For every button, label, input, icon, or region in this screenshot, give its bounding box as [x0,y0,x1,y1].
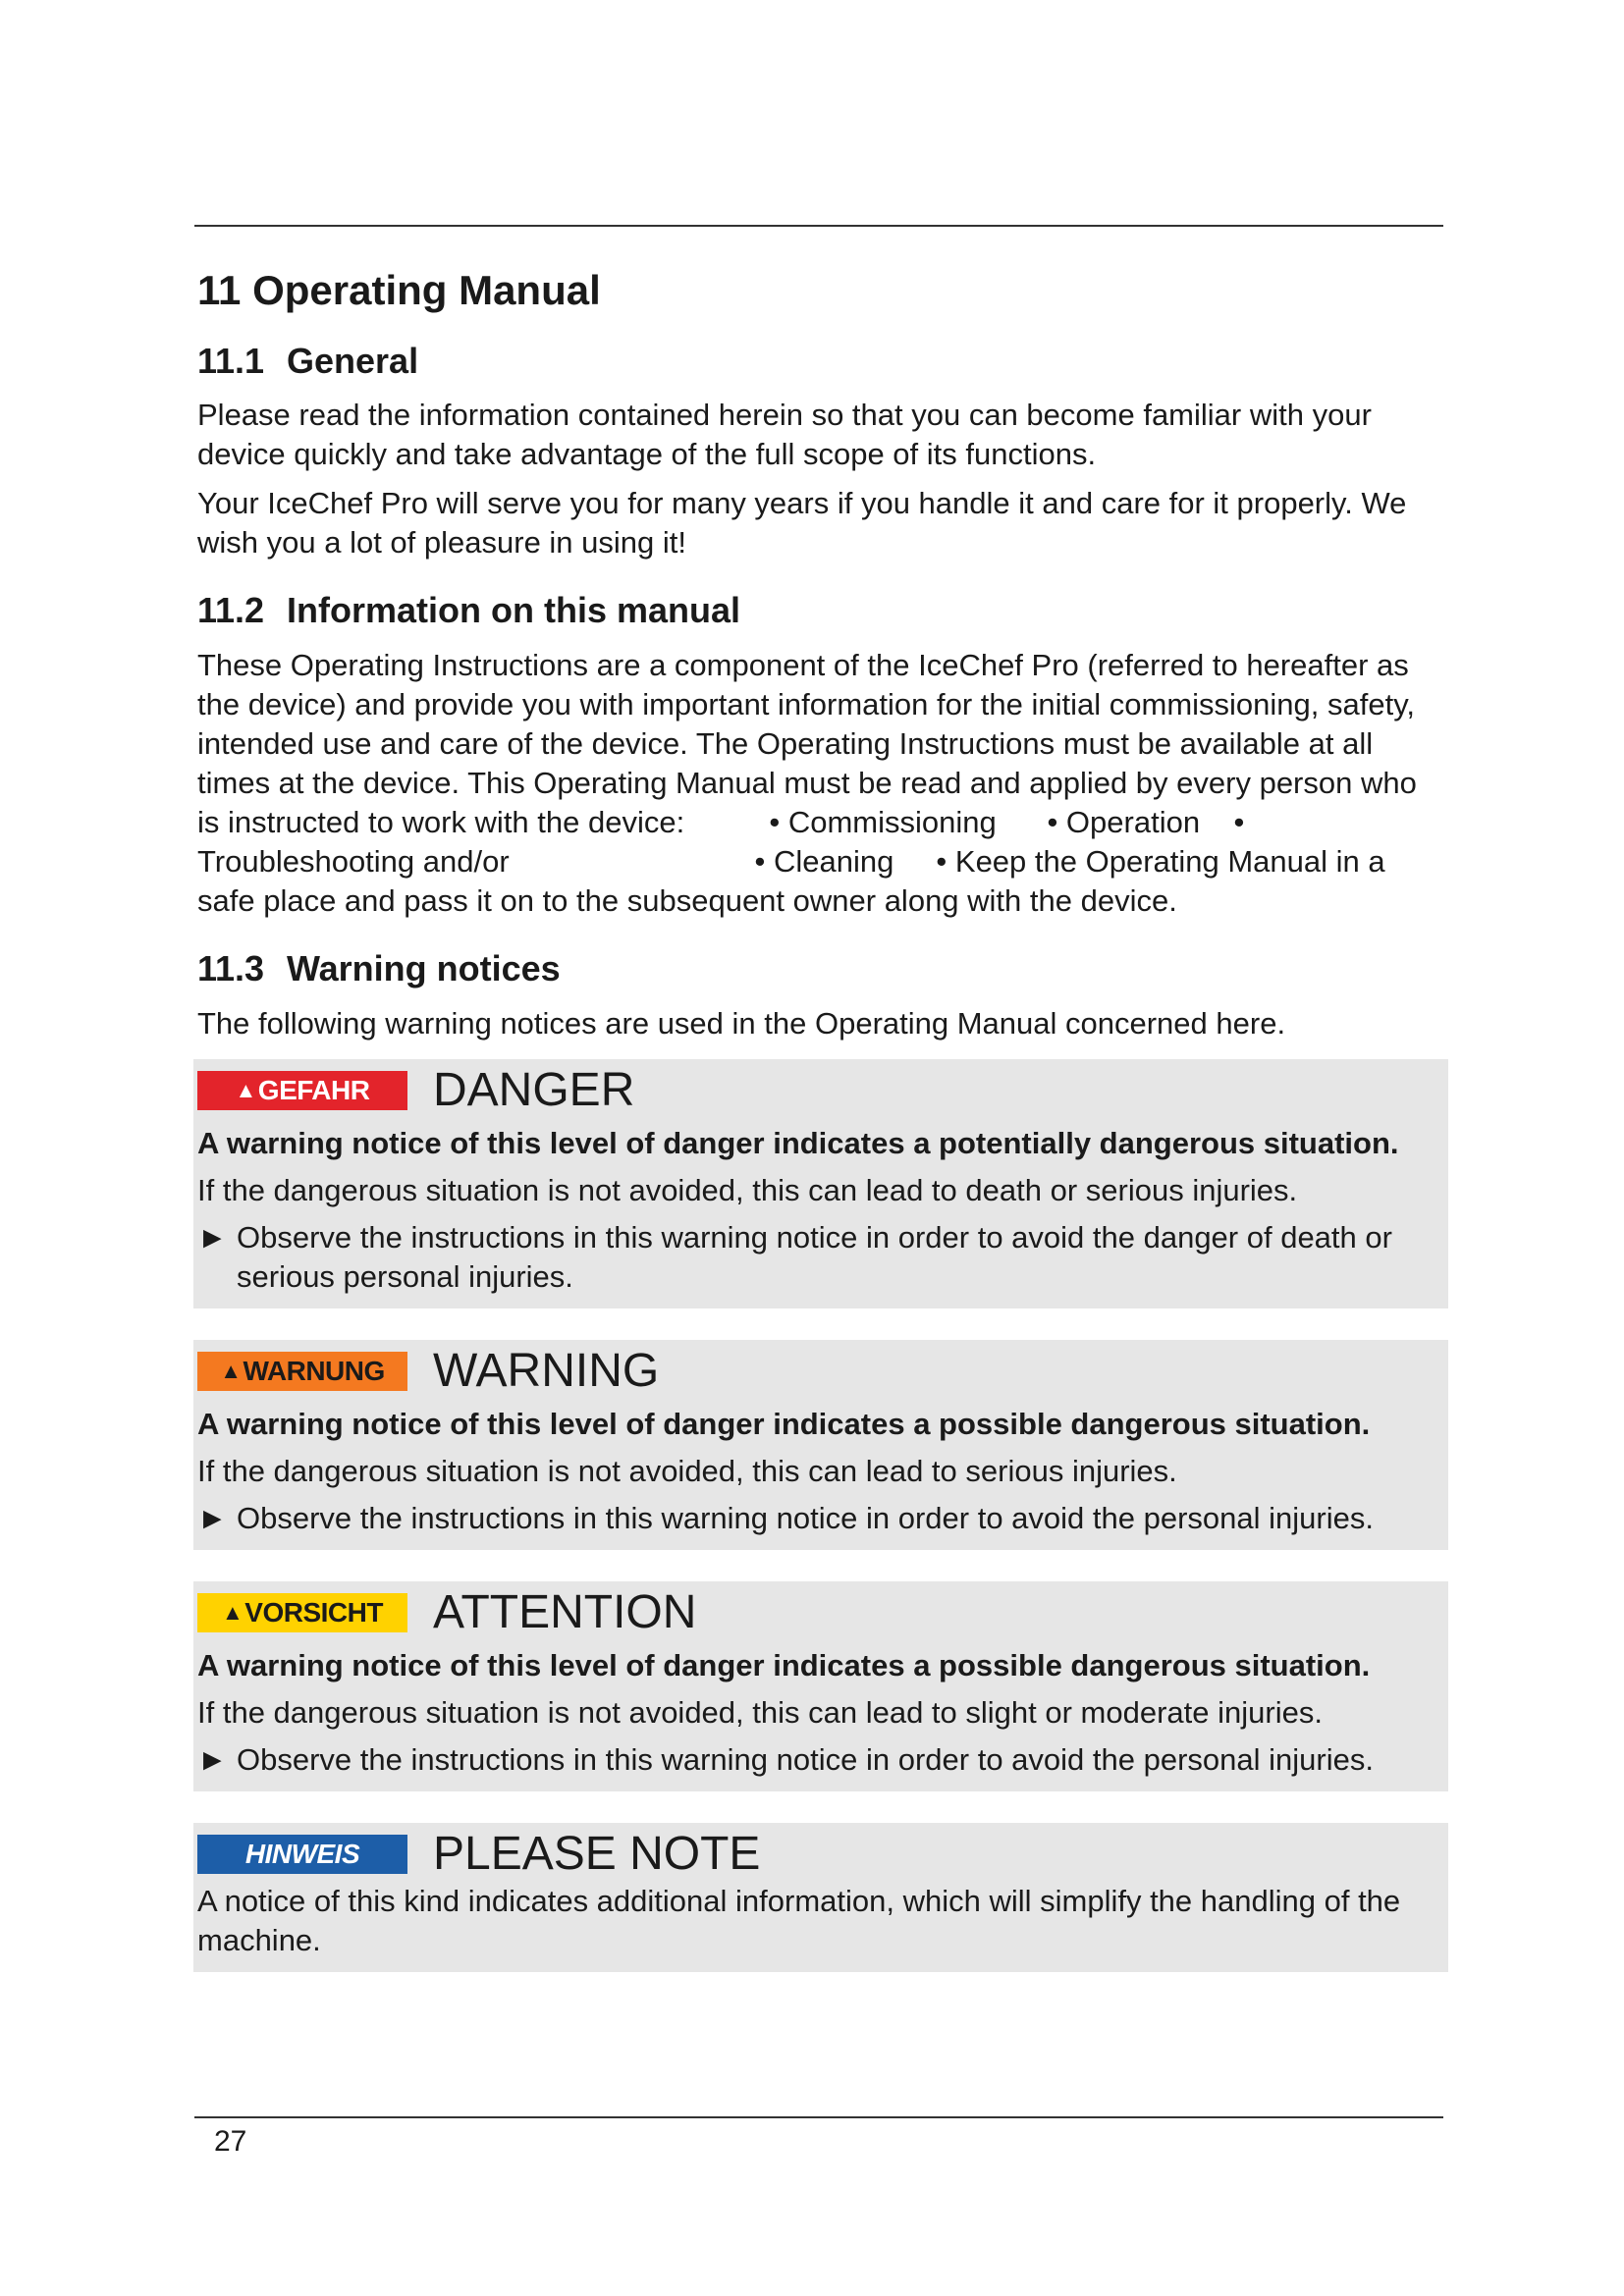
section-number: 11.2 [197,590,265,631]
bullet-dot: • [754,844,766,880]
section-title: Information on this manual [287,590,741,631]
warning-triangle-icon: ▲ [222,1599,244,1625]
bullet-dot: • [1233,805,1245,840]
tag-text: WARNUNG [243,1355,385,1386]
instruction-text: Observe the instructions in this warning notice in order to avoid the danger of death or serious personal injuries. [237,1219,1392,1294]
danger-label-tag [197,1071,407,1110]
section-title: General [287,340,419,381]
notice-please-note [193,1823,1448,1972]
tag-text: GEFAHR [257,1074,370,1105]
note-label-tag [197,1835,407,1874]
notice-header [197,1581,1444,1640]
paragraph: Your IceChef Pro will serve you for many years if you handle it and care for it properly. We wish you a lot of pleasure in using it! [197,486,1407,561]
notice-title: WARNING [433,1344,660,1397]
bullet-dot: • [936,844,947,880]
notice-title: DANGER [433,1063,635,1116]
notice-instruction [197,1218,1444,1297]
notice-lead: A warning notice of this level of danger indicates a potentially dangerous situation. [197,1125,1399,1160]
section-information [197,588,1444,921]
notice-text: If the dangerous situation is not avoided, this can lead to slight or moderate injuries. [197,1694,1323,1730]
inline-bullet: Commissioning [787,805,997,840]
section-heading [197,588,1444,634]
arrow-right-icon: ► [197,1741,228,1777]
bullet-dot: • [769,805,781,840]
section-general [197,339,1444,563]
footer-rule [194,2116,1443,2118]
notice-header [197,1340,1444,1399]
warning-label-tag [197,1352,407,1391]
paragraph-intro: These Operating Instructions are a component of the IceChef Pro (referred to hereafter as the device) and provide you with important information for the initial commissioning, safety, intended use and care of the device. The Operating Instructions must be available at all times at the device. This Operating Manual must be read and applied by every person who is instructed to work with the device: [197,648,1417,840]
notice-title: ATTENTION [433,1585,697,1638]
section-heading [197,946,1444,992]
arrow-right-icon: ► [197,1219,228,1255]
notice-title: PLEASE NOTE [433,1827,761,1880]
instruction-text: Observe the instructions in this warning notice in order to avoid the personal injuries. [237,1500,1374,1535]
section-number: 11.3 [197,948,265,989]
notice-text: If the dangerous situation is not avoided, this can lead to death or serious injuries. [197,1172,1298,1207]
notice-danger [193,1059,1448,1308]
paragraph-with-inline-bullets [197,646,1444,921]
notice-instruction [197,1499,1444,1538]
section-number: 11.1 [197,340,265,381]
inline-bullet: Keep the Operating Manual in a safe place and pass it on to the subsequent owner along with the device. [197,844,1385,919]
inline-bullet: Troubleshooting and/or [197,844,510,880]
instruction-text: Observe the instructions in this warning notice in order to avoid the personal injuries. [237,1741,1374,1777]
notice-lead: A warning notice of this level of danger indicates a possible dangerous situation. [197,1406,1371,1441]
warning-triangle-icon: ▲ [235,1077,256,1102]
section-title: Warning notices [287,948,561,989]
notice-warning [193,1340,1448,1550]
tag-text: HINWEIS [244,1838,360,1869]
notice-header [197,1059,1444,1118]
page-number: 27 [214,2125,247,2158]
caution-label-tag [197,1593,407,1632]
notice-lead: A warning notice of this level of danger indicates a possible dangerous situation. [197,1647,1371,1682]
warning-triangle-icon: ▲ [220,1358,242,1383]
section-heading [197,339,1444,385]
notice-text: A notice of this kind indicates additional information, which will simplify the handling of the machine. [197,1883,1401,1957]
bullet-dot: • [1047,805,1058,840]
notice-attention [193,1581,1448,1791]
paragraph: Please read the information contained herein so that you can become familiar with your device quickly and take advantage of the full scope of its functions. [197,398,1372,472]
inline-bullet: Operation [1065,805,1201,840]
header-rule [194,225,1443,227]
notice-header [197,1823,1444,1882]
notice-text: If the dangerous situation is not avoided, this can lead to serious injuries. [197,1453,1177,1488]
inline-bullet: Cleaning [773,844,894,880]
notice-instruction [197,1740,1444,1780]
page-content [197,265,1444,2003]
paragraph: The following warning notices are used in the Operating Manual concerned here. [197,1005,1286,1041]
chapter-title: 11 Operating Manual [197,267,601,313]
arrow-right-icon: ► [197,1500,228,1535]
tag-text: VORSICHT [244,1596,383,1628]
section-warning-notices [197,946,1444,1043]
